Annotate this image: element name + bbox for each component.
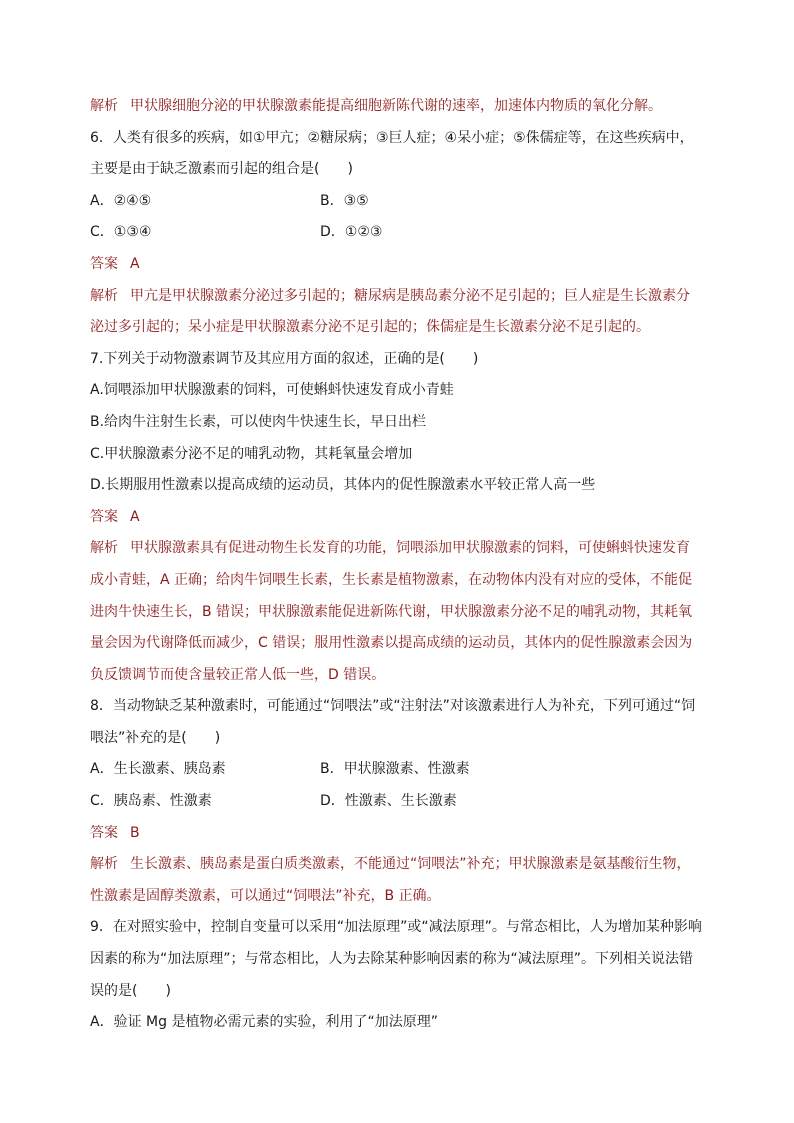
option: C．①③④	[90, 224, 152, 241]
question-text: 6．人类有很多的疾病，如①甲亢；②糖尿病；③巨人症；④呆小症；⑤侏儒症等，在这些疾病中，	[90, 129, 694, 146]
explanation-text: 负反馈调节而使含量较正常人低一些，D 错误。	[90, 666, 386, 683]
answer-line	[90, 823, 710, 843]
question-line	[90, 728, 710, 748]
explanation-label: 解析	[90, 540, 118, 557]
document-content	[90, 96, 710, 1044]
question-line	[90, 949, 710, 969]
explanation-text: 甲状腺细胞分泌的甲状腺激素能提高细胞新陈代谢的速率，加速体内物质的氧化分解。	[130, 98, 662, 114]
option-row	[90, 791, 710, 811]
question-text: 因素的称为“加法原理”；与常态相比，人为去除某种影响因素的称为“减法原理”。下列相关说法错	[90, 951, 694, 968]
question-text: C.甲状腺激素分泌不足的哺乳动物，其耗氧量会增加	[90, 445, 413, 462]
answer-value: B	[130, 824, 140, 841]
option-row	[90, 759, 710, 779]
question-line	[90, 380, 710, 400]
option: C．胰岛素、性激素	[90, 793, 212, 810]
question-line	[90, 159, 710, 179]
option: D．①②③	[320, 224, 383, 241]
explanation-text: 进肉牛快速生长，B 错误；甲状腺激素能促进新陈代谢，甲状腺激素分泌不足的哺乳动物，其耗氧	[90, 603, 693, 620]
explanation-label: 解析	[90, 856, 118, 873]
explanation-text: 甲亢是甲状腺激素分泌过多引起的；糖尿病是胰岛素分泌不足引起的；巨人症是生长激素分	[130, 287, 690, 304]
question-text: B.给肉牛注射生长素，可以使肉牛快速生长，早日出栏	[90, 413, 427, 430]
explanation-line	[90, 538, 710, 558]
question-line	[90, 981, 710, 1001]
explanation-text: 泌过多引起的；呆小症是甲状腺激素分泌不足引起的；侏儒症是生长激素分泌不足引起的。	[90, 319, 650, 336]
question-line	[90, 349, 710, 369]
question-text: 8．当动物缺乏某种激素时，可能通过“饲喂法”或“注射法”对该激素进行人为补充，下列可通过“饲	[90, 698, 696, 715]
explanation-line	[90, 286, 710, 306]
explanation-continuation	[90, 570, 710, 590]
answer-line	[90, 254, 710, 274]
answer-label: 答案	[90, 824, 118, 841]
option: D．性激素、生长激素	[320, 793, 457, 810]
option: B．③⑤	[320, 192, 369, 209]
explanation-line	[90, 96, 710, 116]
question-line	[90, 412, 710, 432]
question-line	[90, 1012, 710, 1032]
explanation-text: 成小青蛙，A 正确；给肉牛饲喂生长素，生长素是植物激素，在动物体内没有对应的受体，不能促	[90, 571, 693, 588]
question-text: A．验证 Mg 是植物必需元素的实验，利用了“加法原理”	[90, 1014, 438, 1031]
explanation-continuation	[90, 633, 710, 653]
answer-value: A	[130, 255, 140, 272]
explanation-text: 甲状腺激素具有促进动物生长发育的功能，饲喂添加甲状腺激素的饲料，可使蝌蚪快速发育	[130, 540, 690, 557]
explanation-text: 性激素是固醇类激素，可以通过“饲喂法”补充，B 正确。	[90, 887, 441, 904]
question-text: 7.下列关于动物激素调节及其应用方面的叙述，正确的是( )	[90, 350, 479, 367]
question-line	[90, 696, 710, 716]
option-row	[90, 222, 710, 242]
answer-value: A	[130, 508, 140, 525]
question-text: A.饲喂添加甲状腺激素的饲料，可使蝌蚪快速发育成小青蛙	[90, 382, 454, 399]
explanation-label: 解析	[90, 98, 118, 114]
answer-label: 答案	[90, 255, 118, 272]
explanation-label: 解析	[90, 287, 118, 304]
question-text: 主要是由于缺乏激素而引起的组合是( )	[90, 161, 353, 178]
explanation-continuation	[90, 886, 710, 906]
option: B．甲状腺激素、性激素	[320, 761, 470, 778]
question-line	[90, 475, 710, 495]
explanation-continuation	[90, 317, 710, 337]
question-line	[90, 128, 710, 148]
question-text: 9．在对照实验中，控制自变量可以采用“加法原理”或“减法原理”。与常态相比，人为增加某种影响	[90, 919, 702, 936]
question-text: D.长期服用性激素以提高成绩的运动员，其体内的促性腺激素水平较正常人高一些	[90, 477, 596, 494]
question-line	[90, 917, 710, 937]
explanation-continuation	[90, 665, 710, 685]
answer-line	[90, 507, 710, 527]
option: A．生长激素、胰岛素	[90, 761, 226, 778]
explanation-text: 量会因为代谢降低而减少，C 错误；服用性激素以提高成绩的运动员，其体内的促性腺激素会因为	[90, 635, 693, 652]
question-text: 误的是( )	[90, 982, 171, 999]
question-line	[90, 444, 710, 464]
option: A．②④⑤	[90, 192, 152, 209]
question-text: 喂法”补充的是( )	[90, 729, 221, 746]
option-row	[90, 191, 710, 211]
explanation-text: 生长激素、胰岛素是蛋白质类激素，不能通过“饲喂法”补充；甲状腺激素是氨基酸衍生物，	[130, 856, 691, 873]
answer-label: 答案	[90, 508, 118, 525]
explanation-continuation	[90, 602, 710, 622]
explanation-line	[90, 854, 710, 874]
